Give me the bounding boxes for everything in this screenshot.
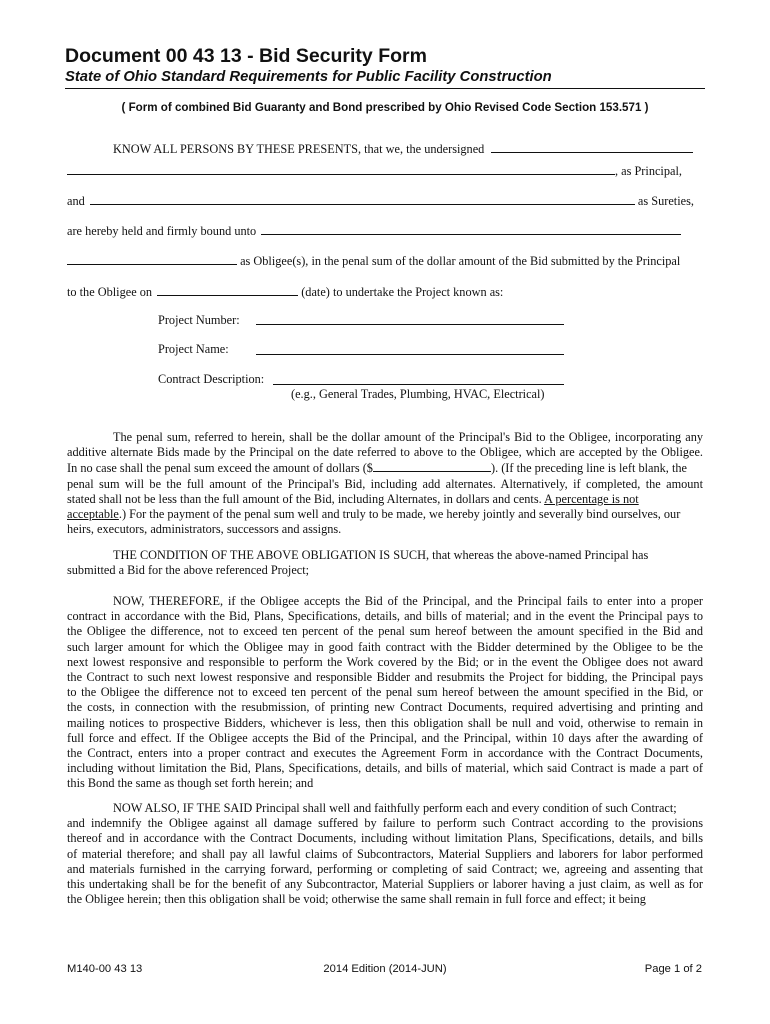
paragraph-line: thereof and in accordance with the Contract Documents, including without limitation Plans, Specifications, details, and bills bbox=[67, 831, 703, 846]
as-principal-text: , as Principal, bbox=[615, 164, 682, 178]
know-all-text: KNOW ALL PERSONS BY THESE PRESENTS, that we, the undersigned bbox=[113, 142, 485, 156]
and-text: and bbox=[67, 194, 85, 208]
penal-sum-amount-field[interactable] bbox=[373, 460, 491, 472]
contract-description-label: Contract Description: bbox=[158, 372, 265, 386]
footer-edition: 2014 Edition (2014-JUN) bbox=[323, 963, 447, 975]
obligee-line bbox=[67, 253, 680, 269]
obligee-name-field-2[interactable] bbox=[67, 253, 237, 265]
underlined-text: A percentage is not bbox=[544, 491, 639, 506]
paragraph-line bbox=[67, 507, 703, 522]
obligee-name-field[interactable] bbox=[261, 223, 681, 235]
bid-date-field[interactable] bbox=[157, 284, 298, 296]
date-undertake-text: (date) to undertake the Project known as: bbox=[301, 285, 504, 299]
paragraph-line: The penal sum, referred to herein, shall be the dollar amount of the Principal's Bid to the Obligee, incorporating any bbox=[113, 430, 703, 444]
paragraph-line: this undertaking shall be for the benefit of any Subcontractor, Material Suppliers or laborer having a just claim, as well as for bbox=[67, 877, 703, 892]
as-sureties-text: as Sureties, bbox=[637, 194, 694, 208]
penal-sum-text: ). (If the preceding line is left blank, the bbox=[490, 461, 687, 476]
paragraph-line: next lowest responsive and responsible to perform the Work covered by the Bid; or in the event the Obligee does not award bbox=[67, 654, 703, 669]
held-bound-line bbox=[67, 223, 681, 239]
paragraph-line: such larger amount for which the Obligee may in good faith contract with the Bidder determined by the Obligee to be the bbox=[67, 639, 703, 654]
project-number-field[interactable] bbox=[256, 313, 564, 325]
paragraph-line: heirs, executors, administrators, successors and assigns. bbox=[67, 522, 342, 537]
paragraph-line: mailing notices to prospective Bidders, whichever is less, then this obligation shall be null and void, otherwise to remain in bbox=[67, 715, 703, 730]
paragraph-line: full force and effect. If the Obligee accepts the Bid of the Principal, and the Principal, within 10 days after the awarding of bbox=[67, 730, 703, 745]
paragraph-line: additive alternate Bids made by the Principal on the date referred to above to the Obligee, which are accepted by the Obligee. bbox=[67, 445, 703, 460]
paragraph-line bbox=[67, 460, 703, 476]
paragraph-line: the costs, in connection with the resubmission, of printing new Contract Documents, required advertising and printing and bbox=[67, 700, 703, 715]
paragraph-line: including without limitation the Bid, Plans, Specifications, details, and bills of material, which said Contract is made a part of bbox=[67, 761, 703, 776]
paragraph-line: contract in accordance with the Bid, Plans, Specifications, details, and bills of material; and in the event the Principal pays to bbox=[67, 609, 703, 624]
paragraph-line: to the Obligee the difference not to exceed ten percent of the penal sum hereof between the amount specified in the Bid, or bbox=[67, 685, 703, 700]
paragraph-line: the Contract, enters into a proper contract and executes the Agreement Form in accordance with the Contract Documents, bbox=[67, 746, 703, 761]
sureties-field[interactable] bbox=[90, 193, 635, 205]
paragraph-line: submitted a Bid for the above referenced Project; bbox=[67, 563, 310, 578]
title-divider bbox=[65, 88, 705, 89]
paragraph-line: and materials furnished in the carrying forward, performing or completing of said Contract; we, agreeing and assenting that bbox=[67, 861, 703, 876]
principal-name-field[interactable] bbox=[67, 163, 615, 175]
sureties-line bbox=[67, 193, 694, 209]
paragraph-line: the Contract to such next lowest responsive and responsible Bidder and resubmits the Project for bidding, the Principal pays bbox=[67, 670, 703, 685]
paragraph-line: NOW, THEREFORE, if the Obligee accepts the Bid of the Principal, and the Principal fails to enter into a proper bbox=[113, 594, 703, 608]
project-number-label: Project Number: bbox=[158, 313, 240, 327]
date-line bbox=[67, 284, 503, 300]
paragraph-line: of material therefore; and shall pay all lawful claims of Subcontractors, Material Suppliers and laborers for labor performed bbox=[67, 846, 703, 861]
paragraph-line bbox=[67, 492, 703, 507]
form-statute-note: ( Form of combined Bid Guaranty and Bond prescribed by Ohio Revised Code Section 153.571 ) bbox=[121, 101, 649, 114]
paragraph-line: and indemnify the Obligee against all damage suffered by failure to perform such Contract according to the provisions bbox=[67, 816, 703, 831]
underlined-text: acceptable bbox=[67, 507, 119, 522]
contract-description-hint: (e.g., General Trades, Plumbing, HVAC, Electrical) bbox=[291, 387, 545, 401]
as-obligee-text: as Obligee(s), in the penal sum of the dollar amount of the Bid submitted by the Principal bbox=[240, 254, 681, 268]
undersigned-field[interactable] bbox=[491, 141, 693, 153]
document-title: Document 00 43 13 - Bid Security Form bbox=[65, 45, 427, 67]
condition-paragraph bbox=[67, 548, 703, 578]
to-obligee-on-text: to the Obligee on bbox=[67, 285, 153, 299]
penal-sum-text: stated shall not be less than the full amount of the Bid, including Alternates, in dollars and cents. bbox=[67, 491, 542, 506]
paragraph-line: penal sum will be the full amount of the Principal's Bid, including add alternates. Alternatively, if completed, the amount bbox=[67, 476, 703, 491]
paragraph-line: the Obligee herein; then this obligation shall be void; otherwise the same shall remain in full force and effect; it being bbox=[67, 892, 646, 907]
paragraph-line: NOW ALSO, IF THE SAID Principal shall well and faithfully perform each and every condition of such Contract; bbox=[113, 801, 677, 815]
project-name-field[interactable] bbox=[256, 343, 564, 355]
project-name-label: Project Name: bbox=[158, 342, 229, 356]
footer-page-number: Page 1 of 2 bbox=[644, 963, 702, 975]
now-therefore-paragraph bbox=[67, 594, 703, 792]
footer-document-code: M140-00 43 13 bbox=[67, 963, 143, 975]
paragraph-line: THE CONDITION OF THE ABOVE OBLIGATION IS SUCH, that whereas the above-named Principal has bbox=[113, 548, 649, 562]
principal-line bbox=[67, 163, 682, 179]
paragraph-line: the Obligee the difference, not to exceed ten percent of the penal sum hereof between the amount specified in the Bid and bbox=[67, 624, 703, 639]
contract-description-field[interactable] bbox=[273, 373, 564, 385]
penal-sum-text: In no case shall the penal sum exceed the amount of dollars ($ bbox=[67, 461, 373, 476]
now-also-paragraph bbox=[67, 801, 703, 907]
paragraph-line: this Bond the same as though set forth herein; and bbox=[67, 776, 314, 791]
held-bound-text: are hereby held and firmly bound unto bbox=[67, 224, 257, 238]
know-all-line bbox=[113, 141, 693, 157]
penal-sum-paragraph bbox=[67, 430, 703, 537]
document-subtitle: State of Ohio Standard Requirements for Public Facility Construction bbox=[65, 69, 552, 85]
penal-sum-text: .) For the payment of the penal sum well and truly to be made, we hereby jointly and severally bind ourselves, our bbox=[118, 507, 681, 522]
